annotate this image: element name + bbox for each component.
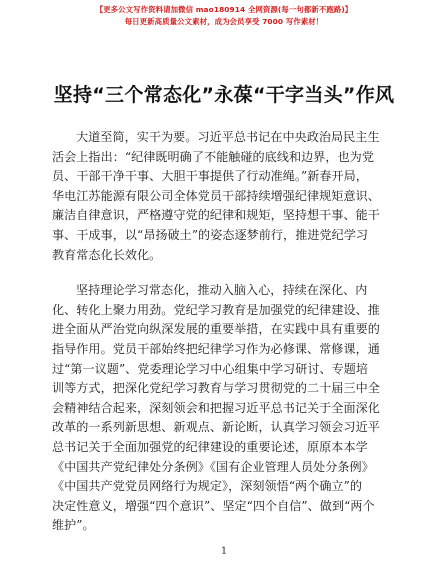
page-number: 1 (220, 546, 228, 557)
paragraph-1 (52, 128, 380, 265)
paragraph-line: 廉洁自律意识，严格遵守党的纪律和规矩，坚持想干事、能干 (52, 208, 380, 223)
document-title: 坚持“三个常态化”永葆“干字当头”作风 (53, 84, 395, 106)
paragraph-line: 决定性意义，增强“四个意识”、坚定“四个自信”、做到“两个 (52, 498, 375, 513)
paragraph-line: 维护”。 (52, 518, 95, 533)
paragraph-line: 训等方式，把深化党纪学习教育与学习贯彻党的二十届三中全 (52, 381, 380, 396)
paragraph-line: 进全面从严治党向纵深发展的重要举措，在实践中具有重要的 (52, 322, 380, 337)
paragraph-line: 改革的一系列新思想、新观点、新论断，认真学习领会习近平 (52, 420, 380, 435)
paragraph-line: 教育常态化长效化。 (52, 247, 162, 262)
paragraph-line: 华电江苏能源有限公司全体党员干部持续增强纪律规矩意识、 (52, 188, 380, 203)
paragraph-line: 活会上指出：“纪律既明确了不能触碰的底线和边界，也为党 (52, 149, 374, 164)
paragraph-line: 《中国共产党党员网络行为规定》，深刻领悟“两个确立”的 (52, 479, 363, 494)
paragraph-line: 化、转化上聚力用劲。党纪学习教育是加强党的纪律建设、推 (52, 302, 380, 317)
paragraph-line: 《中国共产党纪律处分条例》《国有企业管理人员处分条例》 (52, 459, 374, 474)
paragraph-line: 会精神结合起来，深刻领会和把握习近平总书记关于全面深化 (52, 400, 380, 415)
paragraph-line: 指导作用。党员干部始终把纪律学习作为必修课、常修课，通 (52, 341, 380, 356)
paragraph-line: 总书记关于全面加强党的纪律建设的重要论述，原原本本学 (52, 439, 368, 454)
paragraph-line: 过“第一议题”、党委理论学习中心组集中学习研讨、专题培 (52, 361, 369, 376)
promo-banner-line-2: 每日更新高质量公文素材，成为会员享受 7000 写作素材！ (124, 17, 324, 26)
paragraph-line: 事、干成事，以“昂扬破土”的姿态逐梦前行，推进党纪学习 (52, 227, 369, 242)
promo-banner-line-1: 【更多公文写作资料请加微信 mao180914 全网资源(每一句都新不跑路)】 (95, 5, 353, 14)
paragraph-line: 大道至简，实干为要。习近平总书记在中央政治局民主生 (76, 130, 380, 144)
paragraph-2 (52, 281, 380, 536)
document-body (52, 128, 380, 536)
paragraph-gap (52, 265, 374, 281)
promo-banner (0, 4, 448, 28)
paragraph-line: 员、干部干净干事、大胆干事提供了行动准绳。”新春开局， (52, 169, 368, 184)
paragraph-line: 坚持理论学习常态化，推动入脑入心，持续在深化、内 (76, 283, 368, 298)
